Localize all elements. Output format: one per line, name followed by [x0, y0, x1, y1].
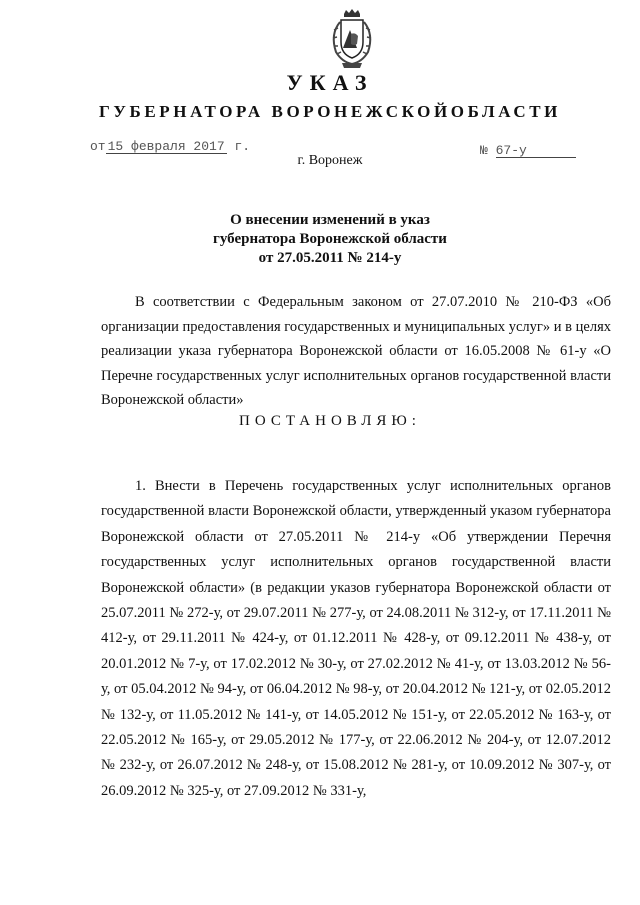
city: г. Воронеж: [297, 153, 363, 168]
subject-line: от 27.05.2011 № 214-у: [258, 250, 402, 266]
date-line: [90, 139, 250, 154]
date-value: 15 февраля 2017: [107, 139, 225, 154]
clause-paragraph: 1. Внести в Перечень государственных услуг исполнительных органов государственной власти Воронежской области, утвержденный указом губернатора Воронежской области от 27.05.2011 № 214-у «Об утверждении Перечня государственных услуг исполнительных органов государственной власти Воронежской области» (в редакции указов губернатора Воронежской области от 25.07.2011 № 272-у, от 29.07.2011 № 277-у, от 24.08.2011 № 312-у, от 17.11.2011 № 412-у, от 29.11.2011 № 424-у, от 01.12.2011 № 428-у, от 09.12.2011 № 438-у, от 20.01.2012 № 7-у, от 17.02.2012 № 30-у, от 27.02.2012 № 41-у, от 13.03.2012 № 56-у, от 05.04.2012 № 94-у, от 06.04.2012 № 98-у, от 20.04.2012 № 121-у, от 02.05.2012 № 132-у, от 11.05.2012 № 141-у, от 14.05.2012 № 151-у, от 22.05.2012 № 163-у, от 22.05.2012 № 165-у, от 29.05.2012 № 177-у, от 22.06.2012 № 204-у, от 12.07.2012 № 232-у, от 26.07.2012 № 248-у, от 15.08.2012 № 281-у, от 10.09.2012 № 307-у, от 26.09.2012 № 325-у, от 27.09.2012 № 331-у,: [101, 478, 611, 799]
subject-line: О внесении изменений в указ: [230, 212, 430, 228]
number-value: 67-у: [496, 144, 576, 158]
date-prefix: от: [90, 139, 106, 154]
date-suffix: г.: [234, 139, 251, 154]
subject-line: губернатора Воронежской области: [213, 231, 447, 247]
preamble-paragraph: В соответствии с Федеральным законом от 27.07.2010 № 210-ФЗ «Об организации предоставления государственных и муниципальных услуг» и в целях реализации указа губернатора Воронежской области от 16.05.2008 № 61-у «О Перечне государственных услуг исполнительных органов государственной власти Воронежской области»: [101, 294, 611, 409]
decree-word: ПОСТАНОВЛЯЮ:: [239, 413, 421, 429]
decree-subject: [180, 211, 480, 268]
number-prefix: №: [480, 143, 488, 158]
coat-of-arms-icon: [324, 8, 380, 72]
document-issuer: ГУБЕРНАТОРА ВОРОНЕЖСКОЙОБЛАСТИ: [99, 102, 561, 121]
document-title: УКАЗ: [286, 70, 374, 95]
